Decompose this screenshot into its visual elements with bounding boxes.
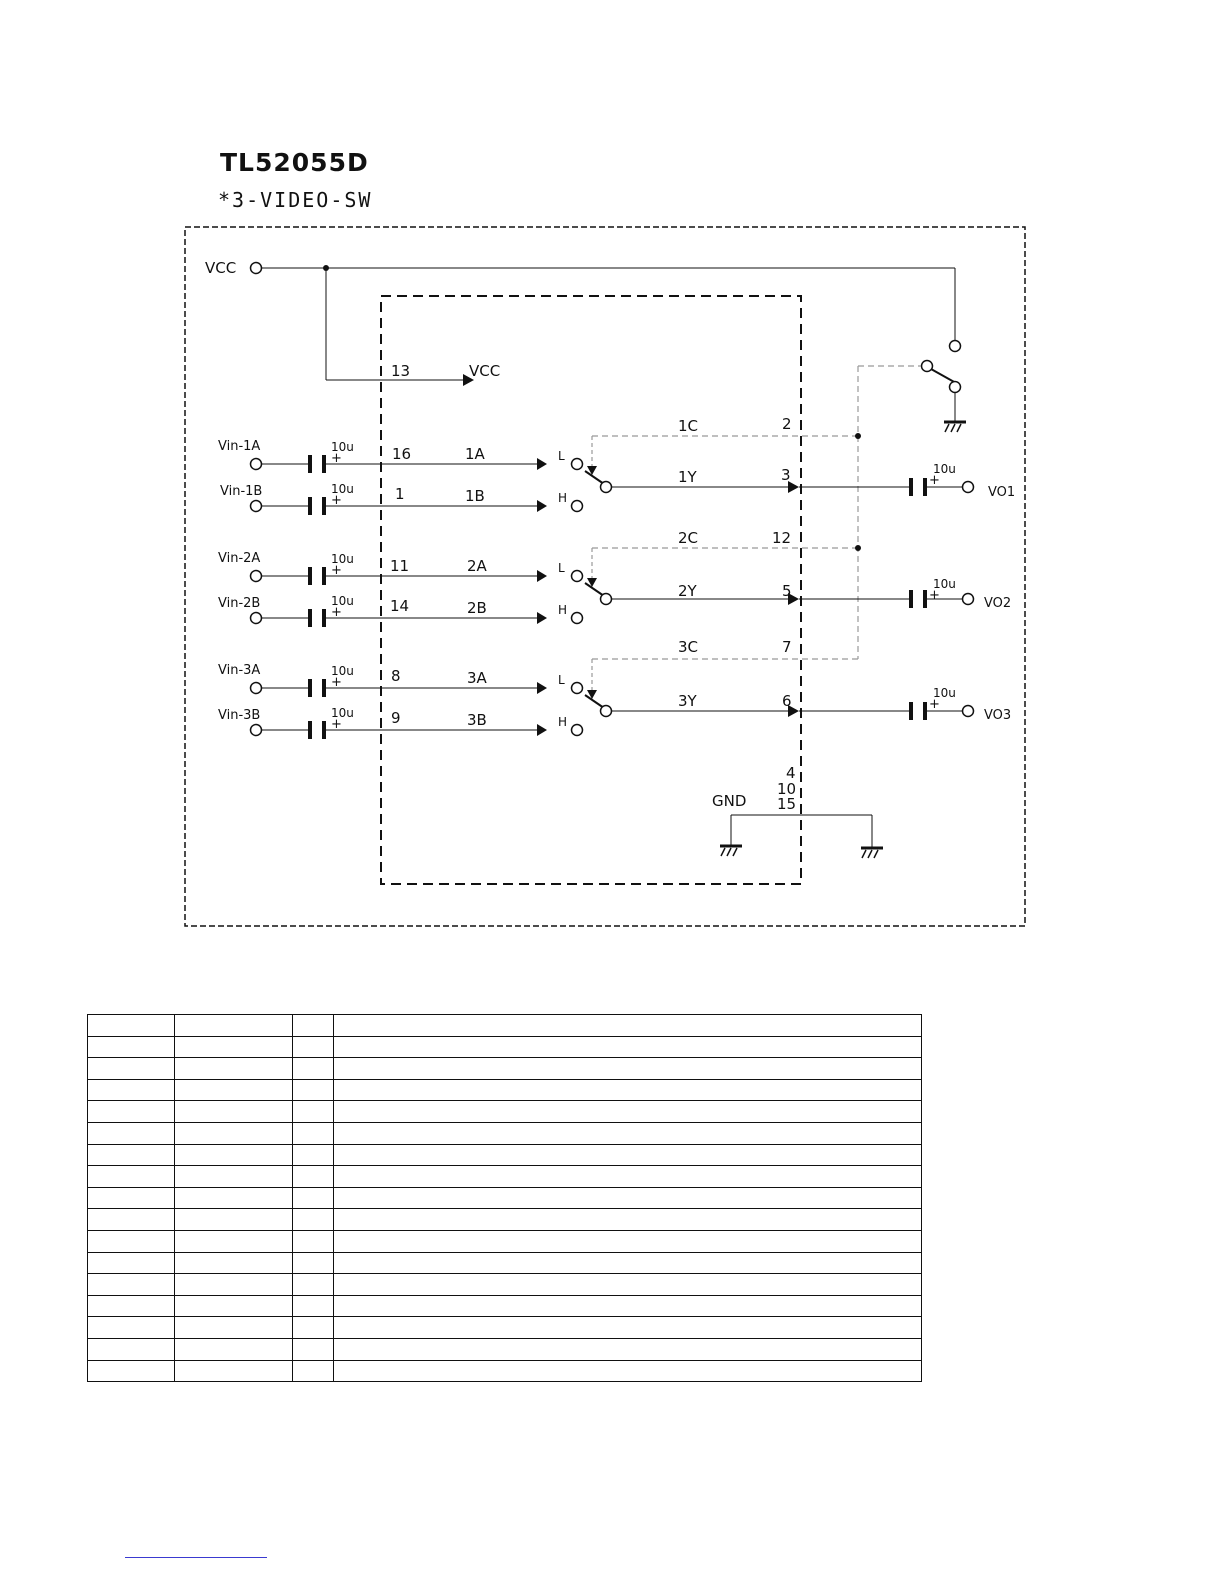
- output-pin-number: 3: [781, 466, 791, 484]
- pin-b-number: 1: [395, 485, 405, 503]
- output-terminal: [963, 482, 974, 493]
- table-row: [88, 1230, 922, 1252]
- table-cell: [334, 1166, 922, 1188]
- capacitor-icon: [909, 478, 927, 496]
- table-row: [88, 1101, 922, 1123]
- gnd-label: GND: [712, 792, 747, 810]
- output-label: 1Y: [678, 468, 697, 486]
- input-b-label: Vin-3B: [218, 708, 261, 723]
- capacitor-icon: [909, 702, 927, 720]
- circuit-subtitle: *3-VIDEO-SW: [218, 188, 373, 212]
- cap-value: 10u: [331, 552, 354, 566]
- table-cell: [334, 1338, 922, 1360]
- cap-value: 10u: [933, 577, 956, 591]
- table-row: [88, 1274, 922, 1296]
- cap-value: 10u: [933, 462, 956, 476]
- table-cell: [88, 1036, 175, 1058]
- table-cell: [175, 1036, 293, 1058]
- gnd-pin-10: 10: [777, 780, 797, 798]
- switch-blade: [931, 369, 956, 383]
- cap-plus: +: [331, 717, 342, 732]
- table-cell: [293, 1079, 334, 1101]
- output-terminal: [963, 706, 974, 717]
- control-pin-number: 7: [782, 638, 792, 656]
- output-terminal: [963, 594, 974, 605]
- cap-plus: +: [331, 675, 342, 690]
- table-cell: [334, 1015, 922, 1037]
- cap-value: 10u: [331, 664, 354, 678]
- switch-bottom-terminal: [950, 382, 961, 393]
- capacitor-icon: [308, 455, 326, 473]
- capacitor-icon: [308, 567, 326, 585]
- table-cell: [88, 1058, 175, 1080]
- input-a-label: Vin-2A: [218, 551, 261, 566]
- table-cell: [175, 1360, 293, 1382]
- pin-b-number: 9: [391, 709, 401, 727]
- table-cell: [88, 1295, 175, 1317]
- output-terminal-label: VO3: [984, 708, 1012, 723]
- table-row: [88, 1252, 922, 1274]
- pin-a-number: 8: [391, 667, 401, 685]
- input-a-label: Vin-1A: [218, 439, 261, 454]
- gnd-pin-15: 15: [777, 795, 797, 813]
- control-pin-number: 2: [782, 415, 792, 433]
- signal-b-label: 2B: [467, 599, 487, 617]
- table-row: [88, 1058, 922, 1080]
- table-cell: [175, 1015, 293, 1037]
- ground-icon: [861, 848, 883, 858]
- level-high: H: [558, 715, 568, 729]
- table-cell: [293, 1209, 334, 1231]
- table-cell: [293, 1015, 334, 1037]
- table-row: [88, 1295, 922, 1317]
- table-cell: [334, 1295, 922, 1317]
- cap-plus: +: [331, 451, 342, 466]
- level-low: L: [558, 561, 565, 575]
- capacitor-icon: [308, 679, 326, 697]
- table-cell: [334, 1317, 922, 1339]
- output-terminal-label: VO1: [988, 485, 1016, 500]
- input-a-terminal: [251, 683, 262, 694]
- table-cell: [293, 1274, 334, 1296]
- table-row: [88, 1144, 922, 1166]
- cap-value: 10u: [331, 440, 354, 454]
- level-low: L: [558, 449, 565, 463]
- table-cell: [293, 1338, 334, 1360]
- table-cell: [175, 1079, 293, 1101]
- table-cell: [88, 1187, 175, 1209]
- capacitor-icon: [909, 590, 927, 608]
- table-row: [88, 1187, 922, 1209]
- level-low: L: [558, 673, 565, 687]
- input-b-terminal: [251, 613, 262, 624]
- output-label: 3Y: [678, 692, 697, 710]
- table-cell: [293, 1295, 334, 1317]
- cap-plus: +: [331, 563, 342, 578]
- input-a-terminal: [251, 459, 262, 470]
- table-cell: [88, 1360, 175, 1382]
- table-cell: [293, 1360, 334, 1382]
- table-cell: [334, 1058, 922, 1080]
- pin-table: [87, 1014, 922, 1382]
- input-b-label: Vin-1B: [220, 484, 263, 499]
- channel-2: [218, 529, 1011, 627]
- table-cell: [175, 1317, 293, 1339]
- table-cell: [88, 1015, 175, 1037]
- table-row: [88, 1122, 922, 1144]
- switch-blade: [585, 583, 604, 596]
- cap-plus: +: [929, 473, 940, 488]
- pin-a-number: 11: [390, 557, 410, 575]
- cap-plus: +: [331, 605, 342, 620]
- table-cell: [334, 1036, 922, 1058]
- table-cell: [293, 1230, 334, 1252]
- control-label: 3C: [678, 638, 699, 656]
- table-cell: [175, 1122, 293, 1144]
- cap-plus: +: [929, 588, 940, 603]
- table-cell: [293, 1166, 334, 1188]
- table-cell: [88, 1274, 175, 1296]
- table-row: [88, 1166, 922, 1188]
- table-cell: [175, 1058, 293, 1080]
- table-cell: [88, 1101, 175, 1123]
- table-cell: [175, 1230, 293, 1252]
- table-cell: [88, 1079, 175, 1101]
- table-cell: [293, 1144, 334, 1166]
- control-pin-number: 12: [772, 529, 792, 547]
- control-label: 1C: [678, 417, 699, 435]
- channel-3: [218, 638, 1011, 739]
- cap-value: 10u: [331, 706, 354, 720]
- level-high: H: [558, 491, 568, 505]
- output-label: 2Y: [678, 582, 697, 600]
- table-cell: [88, 1317, 175, 1339]
- signal-a-label: 1A: [465, 445, 485, 463]
- table-cell: [88, 1252, 175, 1274]
- capacitor-icon: [308, 721, 326, 739]
- switch-blade: [585, 695, 604, 708]
- ground-icon: [720, 846, 742, 856]
- input-b-terminal: [251, 725, 262, 736]
- channel-1: [218, 415, 1015, 515]
- gnd-pin-4: 4: [786, 764, 796, 782]
- output-pin-number: 6: [782, 692, 792, 710]
- signal-b-label: 3B: [467, 711, 487, 729]
- cap-value: 10u: [331, 482, 354, 496]
- table-row: [88, 1360, 922, 1382]
- table-cell: [88, 1230, 175, 1252]
- table-cell: [293, 1058, 334, 1080]
- signal-b-label: 1B: [465, 487, 485, 505]
- table-cell: [334, 1252, 922, 1274]
- chip-title: TL52055D: [220, 148, 369, 177]
- table-row: [88, 1079, 922, 1101]
- table-cell: [175, 1101, 293, 1123]
- input-a-label: Vin-3A: [218, 663, 261, 678]
- signal-a-label: 3A: [467, 669, 487, 687]
- pin-table-grid: [87, 1014, 922, 1382]
- table-cell: [175, 1295, 293, 1317]
- table-row: [88, 1317, 922, 1339]
- table-row: [88, 1015, 922, 1037]
- capacitor-icon: [308, 497, 326, 515]
- vcc-terminal: [251, 263, 262, 274]
- table-cell: [293, 1036, 334, 1058]
- signal-a-label: 2A: [467, 557, 487, 575]
- control-label: 2C: [678, 529, 699, 547]
- vcc-internal-label: VCC: [469, 362, 501, 380]
- table-row: [88, 1338, 922, 1360]
- table-cell: [175, 1144, 293, 1166]
- output-pin-number: 5: [782, 582, 792, 600]
- vcc-pin-number: 13: [391, 362, 411, 380]
- table-cell: [334, 1144, 922, 1166]
- table-cell: [334, 1209, 922, 1231]
- input-b-label: Vin-2B: [218, 596, 261, 611]
- pin-a-number: 16: [392, 445, 412, 463]
- cap-value: 10u: [933, 686, 956, 700]
- cap-value: 10u: [331, 594, 354, 608]
- table-cell: [175, 1274, 293, 1296]
- cap-plus: +: [929, 697, 940, 712]
- table-row: [88, 1209, 922, 1231]
- table-cell: [334, 1230, 922, 1252]
- footer-link-line[interactable]: [125, 1557, 267, 1559]
- table-cell: [293, 1252, 334, 1274]
- vcc-label: VCC: [205, 259, 237, 277]
- table-cell: [293, 1122, 334, 1144]
- output-terminal-label: VO2: [984, 596, 1012, 611]
- table-cell: [293, 1317, 334, 1339]
- table-cell: [334, 1101, 922, 1123]
- table-cell: [175, 1252, 293, 1274]
- table-cell: [88, 1338, 175, 1360]
- table-cell: [88, 1122, 175, 1144]
- table-cell: [88, 1166, 175, 1188]
- ground-icon: [944, 422, 966, 432]
- table-cell: [334, 1360, 922, 1382]
- table-cell: [293, 1101, 334, 1123]
- table-cell: [88, 1144, 175, 1166]
- table-cell: [175, 1166, 293, 1188]
- input-b-terminal: [251, 501, 262, 512]
- switch-blade: [585, 471, 604, 484]
- table-cell: [334, 1274, 922, 1296]
- input-a-terminal: [251, 571, 262, 582]
- table-row: [88, 1036, 922, 1058]
- table-cell: [334, 1079, 922, 1101]
- switch-top-terminal: [950, 341, 961, 352]
- level-high: H: [558, 603, 568, 617]
- table-cell: [334, 1187, 922, 1209]
- table-cell: [175, 1187, 293, 1209]
- table-cell: [175, 1209, 293, 1231]
- capacitor-icon: [308, 609, 326, 627]
- table-cell: [88, 1209, 175, 1231]
- cap-plus: +: [331, 493, 342, 508]
- pin-b-number: 14: [390, 597, 410, 615]
- table-cell: [334, 1122, 922, 1144]
- table-cell: [293, 1187, 334, 1209]
- table-cell: [175, 1338, 293, 1360]
